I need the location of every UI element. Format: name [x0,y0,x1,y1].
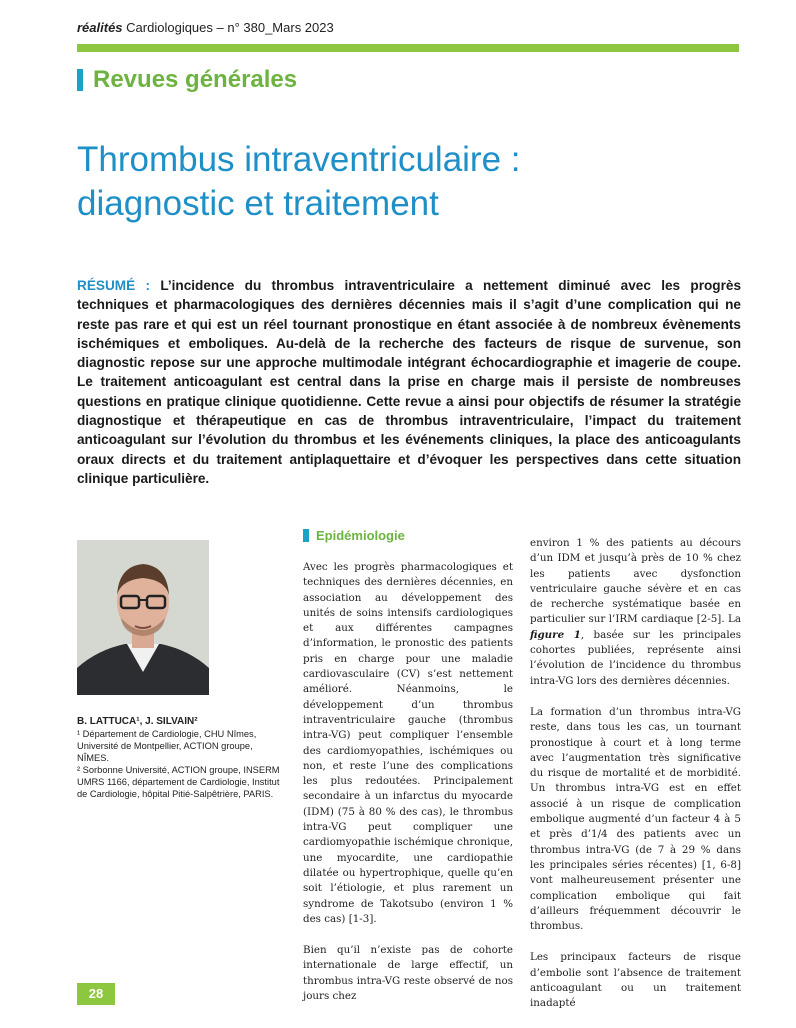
article-title-line1: Thrombus intraventriculaire : [77,140,521,179]
section-marker [77,69,83,91]
header-rule [77,44,739,52]
body-column-1 [303,560,513,1020]
paragraph: Bien qu’il n’existe pas de cohorte internationale de large effectif, un thrombus intra-VG reste observé de nos jours chez [303,944,513,1003]
section-heading [77,66,297,94]
subsection-heading [303,528,405,543]
abstract-text: L’incidence du thrombus intraventriculaire a nettement diminué avec les progrès techniques et pharmacologiques des dernières décennies mais il s’agit d’une complication qui ne reste pas rare et qui est un réel tournant pronostique en étant associée à de nombreux évènements ischémiques et emboliques. Au-delà de la recherche des facteurs de risque de survenue, son diagnostic repose sur une approche multimodale intégrant échocardiographie et imagerie de coupe. Le traitement anticoagulant est central dans la prise en charge mais il persiste de nombreuses questions en pratique clinique quotidienne. Cette revue a ainsi pour objectifs de résumer la stratégie diagnostique et thérapeutique en cas de thrombus intraventriculaire, l’impact du traitement anticoagulant sur l’évolution du thrombus et les événements cliniques, la place des anticoagulants oraux directs et du traitement antiplaquettaire et d’évoquer les perspectives dans cette situation clinique particulière. [77,278,742,486]
running-header [77,20,334,35]
paragraph: La formation d’un thrombus intra-VG reste, dans tous les cas, un tournant pronostique à court et à long terme avec l’augmentation très significative du risque de mortalité et de morbidité. Un thrombus intra-VG est en effet associé à un risque de complication embolique augmenté d’un facteur 4 à 5 et près d’1/4 des patients avec un thrombus intra-VG (de 7 à 29 % dans les principales séries récentes) [1, 6-8] vont malheureusement présenter une complication embolique qui fait d’ailleurs fréquemment découvrir le thrombus. [530,705,741,933]
section-title: Revues générales [93,66,298,93]
author-names: B. LATTUCA¹, J. SILVAIN² [77,716,198,727]
abstract [77,276,741,488]
journal-brand: réalités [77,20,123,35]
paragraph: Les principaux facteurs de risque d’embolie sont l’absence de traitement anticoagulant ou un traitement inadapté [530,951,741,1010]
abstract-label: RÉSUMÉ : [77,278,150,293]
author-photo [77,540,209,695]
article-title [77,138,717,226]
subsection-marker [303,529,309,542]
figure-reference: figure 1 [530,628,581,641]
journal-issue: Cardiologiques – n° 380_Mars 2023 [126,20,334,35]
affiliation-2: ² Sorbonne Université, ACTION groupe, INSERM UMRS 1166, département de Cardiologie, Institut de Cardiologie, hôpital Pitié-Salpêtrière, PARIS. [77,765,280,799]
author-block [77,716,283,800]
text-run: environ 1 % des patients au décours d’un IDM et jusqu’à près de 10 % chez les patients avec dysfonction ventriculaire gauche sévère et en cas de recherche systématique basée en particulier sur l’IRM cardiaque [2-5]. La [530,537,741,626]
text-run: , basée sur les principales cohortes publiées, représente ainsi l’évolution de l’incidence du thrombus intra-VG lors des dernières décennies. [530,628,741,687]
article-title-line2: diagnostic et traitement [77,184,439,223]
page-number: 28 [77,983,115,1005]
body-column-2 [530,536,741,1028]
subsection-title: Epidémiologie [316,528,405,543]
affiliation-1: ¹ Département de Cardiologie, CHU Nîmes, Université de Montpellier, ACTION groupe, NÎMES. [77,729,257,763]
paragraph [530,536,741,689]
paragraph: Avec les progrès pharmacologiques et techniques des dernières décennies, en association au développement des unités de soins intensifs cardiologiques et aux différentes campagnes d’information, le pronostic des patients pris en charge pour une maladie cardiovasculaire (CV) s’est nettement amélioré. Néanmoins, le développement d’un thrombus intraventriculaire gauche (thrombus intra-VG) peut compliquer l’ensemble des cardiomyopathies, ischémiques ou non, et reste l’une des complications les plus redoutées. Principalement secondaire à un infarctus du myocarde (IDM) (75 à 80 % des cas), le thrombus intra-VG peut compliquer une cardiomyopathie ischémique chronique, une myocardite, une cardiopathie dilatée ou hypertrophique, quelle qu’en soit l’étiologie, et plus rarement un syndrome de Takotsubo (environ 1 % des cas) [1-3]. [303,561,513,925]
